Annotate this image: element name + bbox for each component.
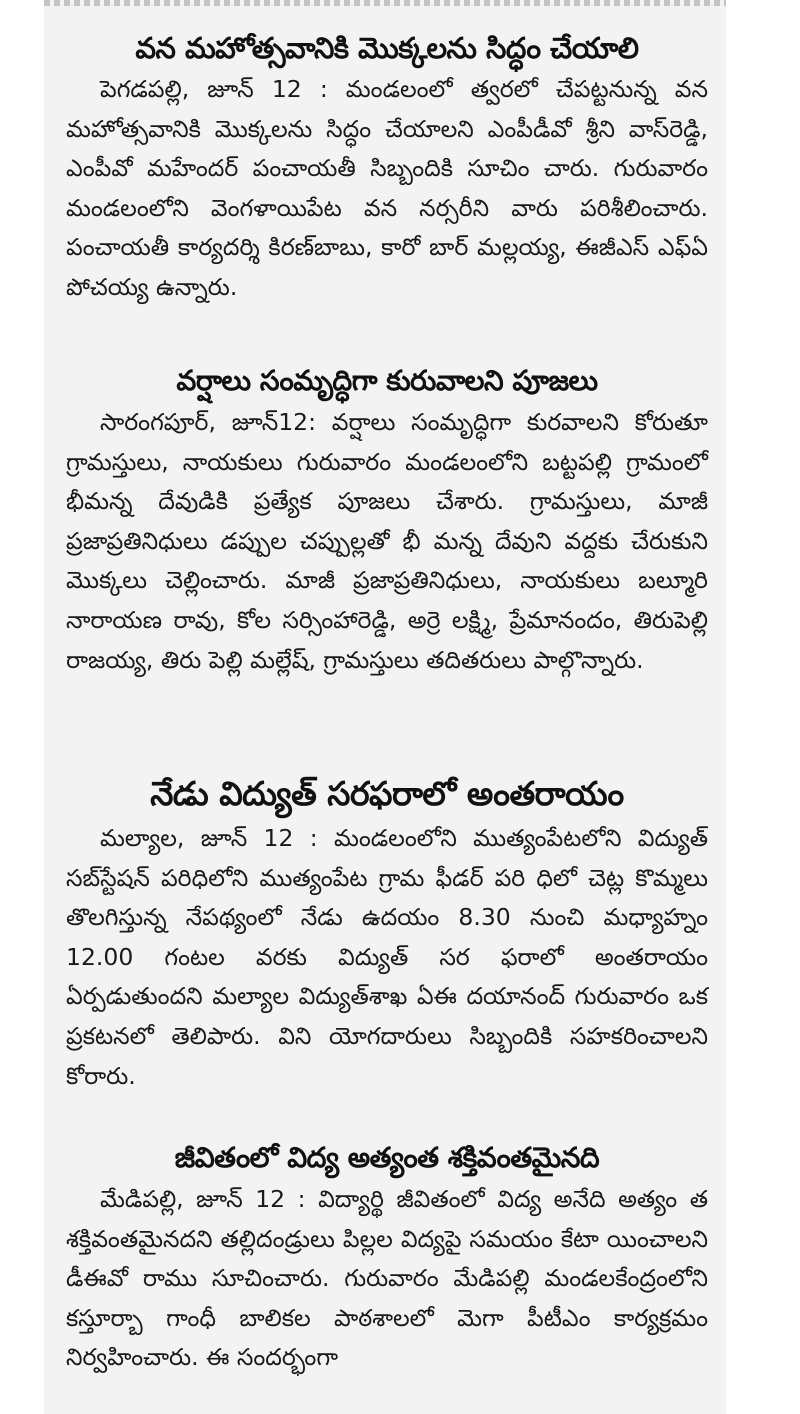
article-education — [66, 1140, 708, 1378]
article-headline: వర్షాలు సంమృద్ధిగా కురువాలని పూజలు — [176, 364, 598, 397]
article-headline: నేడు విద్యుత్ సరఫరాలో అంతరాయం — [150, 774, 624, 813]
right-margin — [728, 0, 800, 1414]
article-body: మేడిపల్లి, జూన్ 12 : విద్యార్థి జీవితంలో విద్య అనేది అత్యం త శక్తివంతమైనదని తల్లిదండ్రులు పిల్లల విద్యపై సమయం కేటా యించాలని డీఈవో రాము సూచించారు. గురువారం మేడిపల్లి మండలకేంద్రంలోని కస్తూర్బా గాంధీ బాలికల పాఠశాలలో మెగా పీటీఎం కార్యక్రమం నిర్వహించారు. ఈ సందర్భంగా — [66, 1185, 708, 1372]
article-headline: జీవితంలో విద్య అత్యంత శక్తివంతమైనది — [174, 1141, 600, 1174]
article-power-interruption — [66, 773, 708, 1096]
left-margin — [0, 0, 40, 1414]
article-headline: వన మహోత్సవానికి మొక్కలను సిద్ధం చేయాలి — [135, 31, 639, 65]
article-body: మల్యాల, జూన్ 12 : మండలంలోని ముత్యంపేటలోని విద్యుత్ సబ్‌స్టేషన్ పరిధిలోని ముత్యంపేట గ్రామ ఫీడర్ పరి ధిలో చెట్ల కొమ్మలు తొలగిస్తున్న నేపథ్యంలో నేడు ఉదయం 8.30 నుంచి మధ్యాహ్నం 12.00 గంటల వరకు విద్యుత్ సర ఫరాలో అంతరాయం ఏర్పడుతుందని మల్యాల విద్యుత్‌శాఖ ఏఈ దయానంద్ గురువారం ఒక ప్రకటనలో తెలిపారు. విని యోగదారులు సిబ్బందికి సహకరించాలని కోరారు. — [66, 824, 708, 1090]
article-vana-mahotsavam — [66, 30, 708, 308]
newspaper-clipping — [44, 0, 726, 1414]
previous-article-fragment — [44, 0, 726, 6]
article-rain-prayers — [66, 363, 708, 680]
article-body: సారంగపూర్, జూన్12: వర్షాలు సంమృద్ధిగా కురవాలని కోరుతూ గ్రామస్తులు, నాయకులు గురువారం మండలంలోని బట్టపల్లి గ్రామంలో భీమన్న దేవుడికి ప్రత్యేక పూజలు చేశారు. గ్రామస్తులు, మాజీ ప్రజాప్రతినిధులు డప్పుల చప్పుల్లతో భీ మన్న దేవుని వద్దకు చేరుకుని మొక్కలు చెల్లించారు. మాజీ ప్రజాప్రతినిధులు, నాయకులు బల్మూరి నారాయణ రావు, కోల సర్సింహారెడ్డి, అర్రె లక్ష్మి, ప్రేమానందం, తిరుపెల్లి రాజయ్య, తిరు పెల్లి మల్లేష్, గ్రామస్తులు తదితరులు పాల్గొన్నారు. — [66, 408, 708, 674]
article-body: పెగడపల్లి, జూన్ 12 : మండలంలో త్వరలో చేపట్టనున్న వన మహోత్సవానికి మొక్కలను సిద్ధం చేయాలని ఎంపీడీవో శ్రీని వాస్‌రెడ్డి, ఎంపీవో మహేందర్ పంచాయతీ సిబ్బందికి సూచిం చారు. గురువారం మండలంలోని వెంగళాయిపేట వన నర్సరీని వారు పరిశీలించారు. పంచాయతీ కార్యదర్శి కిరణ్‌బాబు, కారో బార్ మల్లయ్య, ఈజీఎస్ ఎఫ్‌ఏ పోచయ్య ఉన్నారు. — [66, 75, 708, 301]
